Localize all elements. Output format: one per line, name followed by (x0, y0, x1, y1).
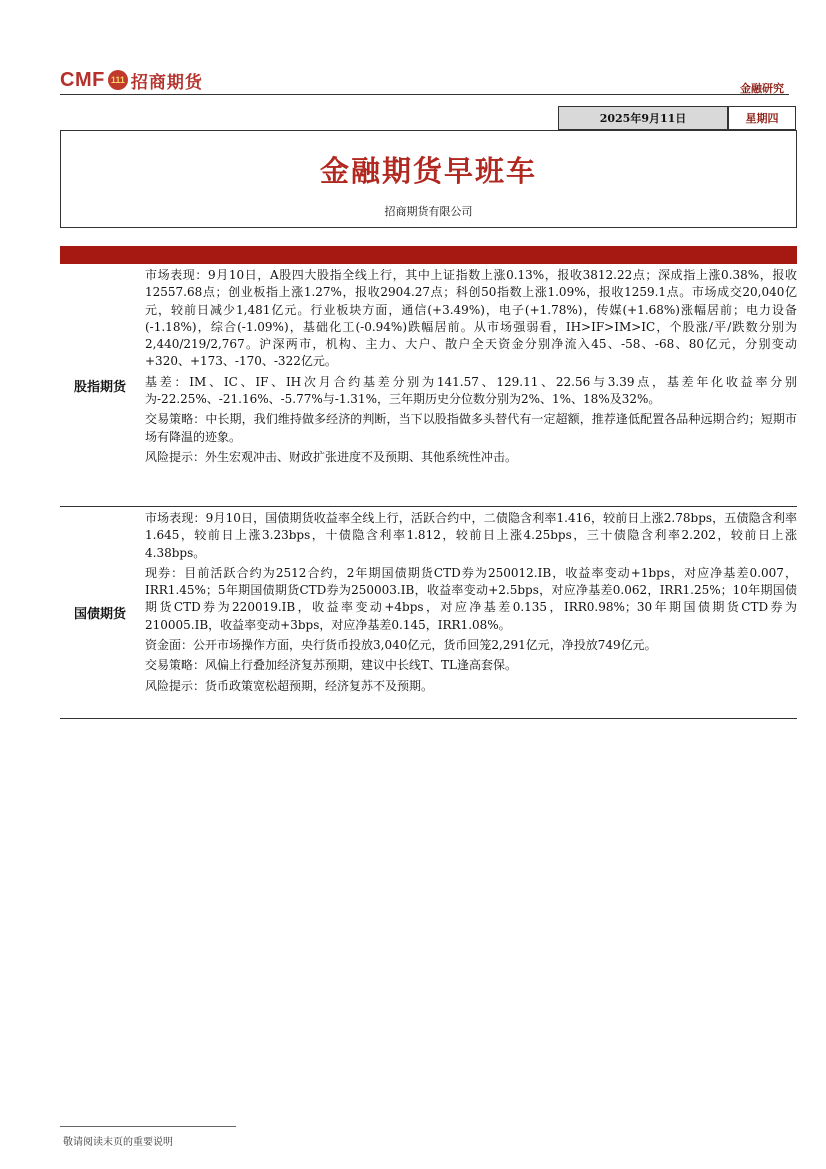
section-header-bar (60, 246, 797, 264)
section-stock-index-futures (60, 264, 797, 507)
paragraph-strategy: 交易策略：风偏上行叠加经济复苏预期，建议中长线T、TL逢高套保。 (145, 658, 517, 673)
section-label: 股指期货 (73, 379, 126, 395)
section-body (145, 264, 797, 506)
section-body (145, 507, 797, 718)
header-divider (60, 94, 789, 95)
paragraph-risk: 风险提示：外生宏观冲击、财政扩张进度不及预期、其他系统性冲击。 (145, 449, 518, 464)
paragraph-liquidity: 资金面：公开市场操作方面，央行货币投放3,040亿元，货币回笼2,291亿元，净投放749亿元。 (145, 638, 657, 653)
logo-cn-text: 招商期货 (130, 72, 203, 93)
logo-badge-icon: 111 (108, 70, 128, 90)
report-date: 2025年9月11日 (558, 106, 728, 130)
paragraph-basis: 基差：IM、IC、IF、IH次月合约基差分别为141.57、129.11、22.56与3.39点，基差年化收益率分别为-22.25%、-21.16%、-5.77%与-1.31%，三年期历史分位数分别为2%、1%、18%及32%。 (145, 374, 797, 407)
footer-disclaimer-note: 敬请阅读末页的重要说明 (63, 1137, 173, 1148)
department-label: 金融研究 (740, 82, 784, 95)
logo-cmf-text: CMF (60, 68, 105, 91)
section-treasury-futures (60, 507, 797, 719)
paragraph-market-performance: 市场表现：9月10日，国债期货收益率全线上行，活跃合约中，二债隐含利率1.416，较前日上涨2.78bps，五债隐含利率1.645，较前日上涨3.23bps，十债隐含利率1.812，较前日上涨4.25bps，三十债隐含利率2.202，较前日上涨4.38bps。 (145, 511, 797, 560)
paragraph-risk: 风险提示：货币政策宽松超预期，经济复苏不及预期。 (145, 678, 434, 693)
page-title: 金融期货早班车 (319, 154, 537, 188)
footer-divider (60, 1126, 236, 1127)
report-weekday: 星期四 (728, 106, 796, 130)
section-label: 国债期货 (73, 607, 126, 622)
paragraph-strategy: 交易策略：中长期，我们维持做多经济的判断，当下以股指做多头替代有一定超额，推荐逢低配置各品种远期合约；短期市场有降温的迹象。 (145, 412, 797, 444)
company-name: 招商期货有限公司 (384, 205, 473, 218)
title-box (60, 130, 797, 228)
paragraph-market-performance: 市场表现：9月10日，A股四大股指全线上行，其中上证指数上涨0.13%，报收3812.22点；深成指上涨0.38%，报收12557.68点；创业板指上涨1.27%，报收2904.27点；科创50指数上涨1.09%，报收1259.1点。市场成交20,040亿元，较前日减少1,481亿元。行业板块方面，通信(+3.49%)，电子(+1.78%)，传媒(+1.68%)涨幅居前；电力设备(-1.18%)，综合(-1.09%)，基础化工(-0.94%)跌幅居前。从市场强弱看，IH>IF>IM>IC，个股涨/平/跌数分别为2,440/219/2,767。沪深两市，机构、主力、大户、散户全天资金分别净流入45、-58、-68、80亿元，分别变动+320、+173、-170、-322亿元。 (145, 268, 797, 369)
paragraph-cash-bonds: 现券：目前活跃合约为2512合约，2年期国债期货CTD券为250012.IB，收益率变动+1bps，对应净基差0.007，IRR1.45%；5年期国债期货CTD券为250003.IB，收益率变动+2.5bps，对应净基差0.062，IRR1.25%；10年期国债期货CTD券为220019.IB，收益率变动+4bps，对应净基差0.135，IRR0.98%；30年期国债期货CTD券为210005.IB，收益率变动+3bps，对应净基差0.145，IRR1.08%。 (145, 565, 797, 632)
company-logo (60, 66, 203, 94)
